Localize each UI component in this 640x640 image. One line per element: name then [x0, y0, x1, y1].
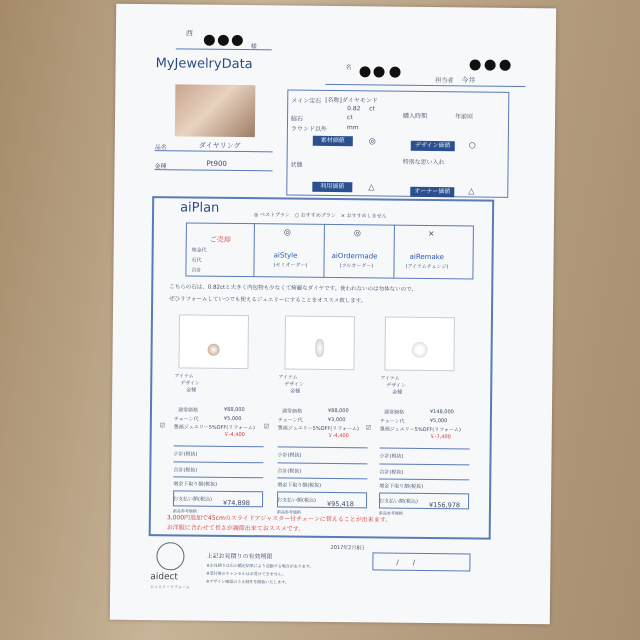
comment-line-1: こちらの石は、0.82ctと大きく内包物も少なくて綺麗なダイヤです。使われないのは勿体ないので、: [169, 284, 418, 293]
card-chain-price: ¥3,000: [327, 416, 346, 424]
use-mark: △: [368, 182, 375, 192]
material-mark: ◎: [368, 136, 376, 146]
card-subtotal: 小計(税抜): [277, 452, 302, 459]
card-pay-label: お支払い額(税込): [173, 496, 212, 503]
card-disc-price: ￥-4,400: [327, 432, 349, 440]
card-checkbox[interactable]: ☑: [159, 422, 166, 430]
aidect-logo-icon: [156, 542, 184, 570]
carat-unit: ct: [369, 105, 375, 113]
product-value: ダイヤリング: [198, 141, 241, 151]
use-value-tag: 利用価値: [312, 182, 352, 192]
card-subtotal: 小計(税抜): [379, 453, 404, 460]
footer-note-2: ※受付後のキャンセルはお受けできません。: [206, 570, 286, 577]
mm-unit: mm: [346, 124, 359, 132]
sale-row: 石代: [191, 257, 202, 264]
card-base-price: ¥148,000: [429, 409, 454, 416]
card-disc-label: 豊福ジュエリー5%OFF(リフォーム): [277, 425, 360, 433]
card-tax-label: 増金下取り額(税抜): [173, 481, 218, 488]
ring-photo: [175, 84, 256, 137]
card-base-label: 通常価格: [383, 409, 405, 416]
card-total-label: 合計(税抜): [379, 469, 404, 476]
card-disc-label: 豊福ジュエリー5%OFF(リフォーム): [379, 426, 462, 434]
logo-name: aidect: [150, 572, 179, 583]
airemake-mark: ×: [427, 228, 435, 239]
airemake-sub: (アイテムチェンジ): [405, 263, 449, 271]
redacted-mark: [485, 60, 496, 71]
pendant-1: [208, 344, 220, 356]
card-design-label: デザイン: [180, 380, 200, 387]
sale-row: 合計: [191, 267, 202, 274]
metal-value: Pt900: [206, 159, 227, 168]
redacted-mark: [470, 59, 481, 70]
pendant-2: [315, 339, 324, 357]
card-pay-label: お支払い額(税込): [277, 497, 316, 504]
necklace-photo-1: [178, 314, 249, 369]
card-metal-label: 金種: [290, 388, 301, 395]
design-mark: ○: [468, 140, 476, 150]
carat-value: 0.82: [347, 105, 361, 113]
aiplan-legend: ◎ ベストプラン ○ おすすめプラン × おすすめしません: [253, 212, 387, 220]
round-label: ラウンド以外: [290, 125, 327, 133]
pay-total-box: [173, 490, 263, 507]
right-name-label: 担当者: [435, 77, 454, 85]
estimate-sheet: [110, 4, 556, 625]
necklace-photo-3: [384, 317, 455, 372]
card-disc-label: 豊福ジュエリー5%OFF(リフォーム): [173, 424, 256, 432]
validity-slash: / /: [396, 558, 416, 567]
aistyle-name: aiStyle: [273, 251, 298, 260]
validity-date: 2017年2月8日: [330, 544, 365, 552]
airemake-name: aiRemake: [409, 252, 444, 262]
buy-period-label: 購入時期: [403, 112, 428, 120]
redacted-mark: [359, 66, 370, 77]
redacted-mark: [389, 67, 400, 78]
aistyle-mark: ◎: [283, 227, 291, 237]
sale-row: 地金代: [191, 247, 207, 254]
card-checkbox[interactable]: ☑: [263, 423, 270, 431]
card-disc-price: ￥-7,400: [429, 434, 451, 441]
owner-value-tag: オーナー価値: [410, 187, 454, 197]
ref-price-label: 新品参考価格: [172, 508, 197, 514]
necklace-photo-2: [284, 315, 355, 370]
card-pay-value: ¥74,898: [222, 498, 250, 508]
pendant-3: [412, 342, 428, 358]
ref-price-label: 新品参考価格: [276, 509, 301, 515]
card-chain-label: チェーン代: [173, 416, 199, 423]
ref-price-label: 新品参考価格: [378, 510, 403, 516]
redacted-mark: [204, 35, 215, 46]
material-value-tag: 素材価値: [313, 136, 353, 146]
name-suffix: 様: [250, 43, 257, 51]
sale-column-title: ご売却: [209, 235, 231, 244]
card-tax-label: 増金下取り額(税抜): [277, 482, 322, 489]
card-metal-label: 金種: [392, 389, 403, 396]
aiordermade-mark: ◎: [353, 228, 361, 238]
card-base-label: 通常価格: [281, 408, 303, 415]
card-pay-label: お支払い額(税込): [379, 498, 418, 505]
card-base-label: 通常価格: [177, 407, 199, 414]
card-checkbox[interactable]: ☑: [365, 424, 372, 432]
card-design-label: デザイン: [284, 381, 304, 388]
card-subtotal: 小計(税抜): [173, 451, 198, 458]
product-label: 品名: [154, 144, 167, 152]
card-item-label: アイテム: [278, 374, 298, 381]
card-chain-label: チェーン代: [379, 418, 405, 425]
note-red-1: 3,000円追加で45cmのスライドアジャスター付チェーンに替えることが出来ます。: [166, 514, 392, 524]
footer-note-1: ※お見積りは石の鑑定結果により変動する場合があります。: [206, 562, 314, 569]
redacted-mark: [373, 66, 384, 77]
owner-mark: △: [468, 186, 475, 196]
card-total-label: 合計(税抜): [173, 467, 198, 474]
brand-title: MyJewelryData: [155, 56, 253, 73]
sub-stone-label: 脇石: [291, 115, 304, 123]
card-chain-price: ¥5,000: [429, 418, 448, 425]
card-item-label: アイテム: [380, 375, 400, 382]
validity-date-box: [372, 552, 470, 571]
card-item-label: アイテム: [174, 373, 194, 380]
card-design-label: デザイン: [386, 382, 406, 389]
design-value-tag: デザイン価値: [411, 141, 455, 151]
metal-label: 金種: [154, 163, 167, 171]
sub-stone-unit: ct: [347, 114, 353, 122]
aiordermade-name: aiOrdermade: [331, 251, 378, 261]
logo-sub: ジュエリーリフォーム: [150, 584, 190, 590]
card-total-label: 合計(税抜): [277, 468, 302, 475]
redacted-mark: [500, 60, 511, 71]
right-name-prefix: 名: [345, 64, 352, 72]
card-base-price: ¥88,000: [327, 407, 349, 415]
memory-label: 特別な思い入れ: [402, 158, 445, 167]
pay-total-box: [379, 492, 469, 509]
redacted-mark: [218, 35, 229, 46]
right-underline: [325, 84, 525, 87]
card-metal-label: 金種: [186, 387, 197, 394]
card-pay-value: ¥95,418: [326, 499, 354, 509]
note-red-2: お洋服に合わせて長さが調節出来ておススメです。: [166, 524, 305, 533]
redacted-mark: [232, 35, 243, 46]
card-pay-value: ¥156,978: [428, 501, 461, 510]
customer-name-label: 西: [185, 29, 193, 38]
card-chain-price: ¥5,000: [223, 415, 242, 423]
aiplan-title: aiPlan: [180, 200, 220, 216]
aistyle-sub: (セミオーダー): [273, 262, 308, 269]
gem-label: メイン宝石: [291, 97, 322, 105]
validity-title: 上記お見積りの有効期限: [206, 552, 273, 561]
card-chain-label: チェーン代: [277, 417, 303, 424]
card-base-price: ¥88,000: [223, 406, 245, 414]
gem-value: [名称]ダイヤモンド: [325, 96, 378, 105]
name-underline: [176, 48, 272, 50]
aiordermade-sub: (フルオーダー): [339, 263, 374, 270]
condition-label: 状態: [290, 161, 303, 169]
metal-underline: [154, 169, 272, 171]
right-person: 今井: [461, 76, 476, 85]
footer-note-3: ※デザイン確認のうえ制作を開始いたします。: [206, 578, 289, 585]
pay-total-box: [277, 491, 367, 508]
card-tax-label: 増金下取り額(税抜): [379, 483, 424, 490]
buy-period-value: 年前頃: [455, 113, 474, 121]
card-disc-price: ￥-4,400: [223, 431, 245, 439]
comment-line-2: ぜひリフォームしていつでも使えるジュエリーにすることをオススメ致します。: [169, 296, 367, 305]
product-underline: [155, 150, 273, 152]
